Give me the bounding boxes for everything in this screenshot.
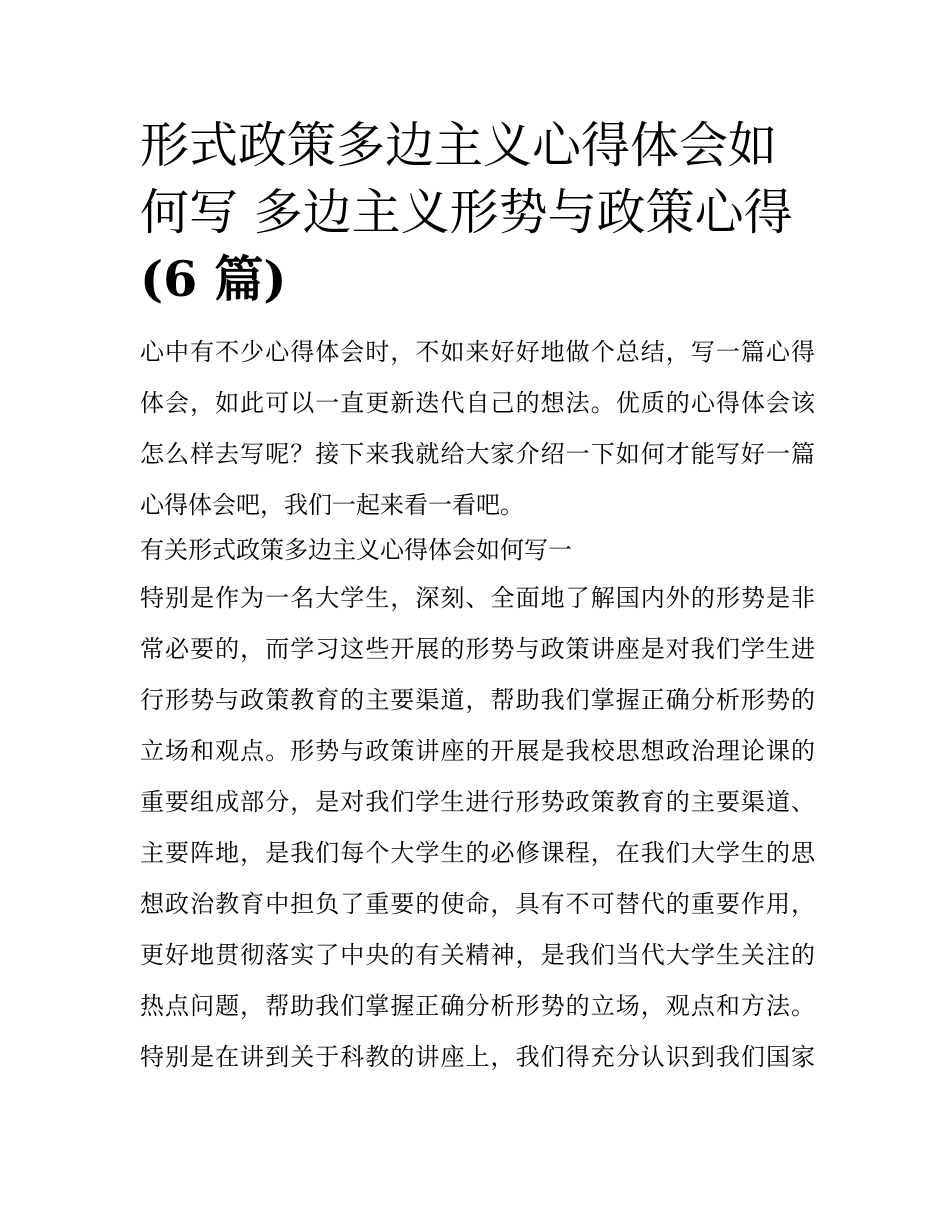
title-line-1: 形式政策多边主义心得体会如 [140, 117, 778, 174]
section-line-1: 特别是作为一名大学生，深刻、全面地了解国内外的形势是非 [140, 584, 815, 612]
section-line-2: 常必要的，而学习这些开展的形势与政策讲座是对我们学生进 [140, 635, 815, 663]
intro-line-3: 怎么样去写呢？接下来我就给大家介绍一下如何才能写好一篇 [140, 440, 815, 468]
section-line-9: 热点问题，帮助我们掌握正确分析形势的立场，观点和方法。 [140, 992, 815, 1020]
document-body [140, 327, 815, 1083]
intro-line-4: 心得体会吧，我们一起来看一看吧。 [140, 491, 524, 519]
title-line-3: (6 篇) [140, 250, 287, 308]
intro-line-1: 心中有不少心得体会时，不如来好好地做个总结，写一篇心得 [140, 338, 815, 366]
section-line-3: 行形势与政策教育的主要渠道，帮助我们掌握正确分析形势的 [140, 686, 815, 714]
intro-paragraph [140, 327, 815, 531]
section-line-4: 立场和观点。形势与政策讲座的开展是我校思想政治理论课的 [140, 737, 815, 765]
section-line-6: 主要阵地，是我们每个大学生的必修课程，在我们大学生的思 [140, 839, 815, 867]
title-line-2: 何写 多边主义形势与政策心得 [140, 184, 793, 241]
section-line-5: 重要组成部分，是对我们学生进行形势政策教育的主要渠道、 [140, 788, 815, 816]
section-line-10: 特别是在讲到关于科教的讲座上，我们得充分认识到我们国家 [140, 1043, 815, 1071]
section-line-8: 更好地贯彻落实了中央的有关精神，是我们当代大学生关注的 [140, 941, 815, 969]
document-title [140, 112, 815, 313]
section-heading: 有关形式政策多边主义心得体会如何写一 [140, 536, 572, 564]
document-page [140, 112, 815, 1083]
section-paragraph [140, 573, 815, 1083]
section-line-7: 想政治教育中担负了重要的使命，具有不可替代的重要作用， [140, 890, 815, 918]
intro-line-2: 体会，如此可以一直更新迭代自己的想法。优质的心得体会该 [140, 389, 815, 417]
